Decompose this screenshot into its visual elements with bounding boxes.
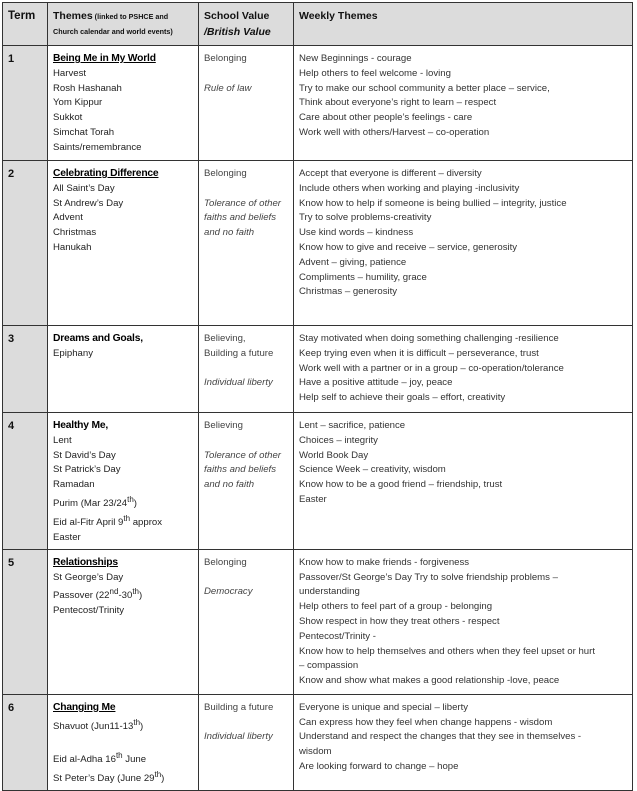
- term-number: 3: [3, 326, 48, 413]
- school-value: Believing,: [204, 333, 246, 344]
- table-row: [3, 549, 633, 694]
- weekly-item: Know how to be a good friend – friendship, trust: [299, 479, 503, 491]
- weekly-item: Passover/St George’s Day Try to solve friendship problems –: [299, 571, 558, 583]
- weekly-item: Easter: [299, 493, 327, 505]
- event-item: Harvest: [53, 67, 87, 79]
- weekly-item: World Book Day: [299, 449, 369, 461]
- event-item: Hanukah: [53, 241, 92, 253]
- header-row: [3, 3, 633, 46]
- event-item: St Peter’s Day (June 29th): [53, 770, 165, 785]
- theme-cell: [48, 161, 199, 326]
- theme-title: Being Me in My World: [53, 53, 156, 64]
- theme-cell: [48, 413, 199, 550]
- british-value: faiths and beliefs: [204, 464, 276, 476]
- event-item: Purim (Mar 23/24th): [53, 494, 137, 510]
- event-item: St George’s Day: [53, 571, 124, 583]
- event-item: St Andrew’s Day: [53, 197, 124, 209]
- british-value: Individual liberty: [204, 731, 273, 743]
- header-school-value: School Value /British Value: [199, 3, 294, 46]
- school-value: Belonging: [204, 53, 247, 64]
- event-item: Epiphany: [53, 347, 94, 359]
- weekly-item: Help others to feel welcome - loving: [299, 67, 451, 79]
- weekly-item: Help others to feel part of a group - belonging: [299, 601, 493, 613]
- weekly-cell: [294, 694, 633, 791]
- event-item: Ramadan: [53, 479, 95, 491]
- event-item: Rosh Hashanah: [53, 82, 122, 94]
- weekly-cell: [294, 413, 633, 550]
- weekly-item: Accept that everyone is different – diversity: [299, 168, 482, 179]
- weekly-item: Christmas – generosity: [299, 286, 398, 298]
- weekly-item: Help self to achieve their goals – effort, creativity: [299, 392, 506, 404]
- weekly-item: Think about everyone’s right to learn – respect: [299, 97, 497, 109]
- value-cell: [199, 46, 294, 161]
- event-item: Passover (22nd-30th): [53, 587, 143, 602]
- british-value: Democracy: [204, 586, 253, 598]
- theme-title: Celebrating Difference: [53, 168, 159, 179]
- event-item: Christmas: [53, 227, 97, 239]
- theme-title: Dreams and Goals,: [53, 333, 143, 344]
- weekly-item: Are looking forward to change – hope: [299, 760, 459, 772]
- event-item: Simchat Torah: [53, 126, 115, 138]
- weekly-item: Know how to help themselves and others when they feel upset or hurt: [299, 645, 595, 657]
- term-number: 2: [3, 161, 48, 326]
- theme-title: Healthy Me,: [53, 420, 109, 431]
- term-number: 6: [3, 694, 48, 791]
- weekly-item: Choices – integrity: [299, 434, 378, 446]
- event-item: Pentecost/Trinity: [53, 605, 125, 617]
- event-item: Saints/remembrance: [53, 141, 142, 153]
- weekly-item: Know how to give and receive – service, generosity: [299, 241, 518, 253]
- value-cell: [199, 161, 294, 326]
- value-cell: [199, 549, 294, 694]
- term-number: 5: [3, 549, 48, 694]
- value-cell: [199, 413, 294, 550]
- british-value: faiths and beliefs: [204, 212, 276, 224]
- british-value: Tolerance of other: [204, 197, 281, 209]
- school-value: Building a future: [204, 701, 274, 713]
- term-number: 1: [3, 46, 48, 161]
- weekly-item: Know how to make friends - forgiveness: [299, 556, 470, 568]
- theme-cell: [48, 326, 199, 413]
- weekly-item: Science Week – creativity, wisdom: [299, 464, 446, 476]
- school-value: Believing: [204, 420, 243, 431]
- weekly-item: – compassion: [299, 660, 359, 672]
- event-item: Advent: [53, 212, 83, 224]
- weekly-item: Try to solve problems-creativity: [299, 212, 432, 224]
- weekly-item: Care about other people’s feelings - care: [299, 112, 473, 124]
- event-item: Shavuot (Jun11-13th): [53, 717, 144, 732]
- weekly-item: Know and show what makes a good relationship -love, peace: [299, 675, 560, 687]
- event-item: Yom Kippur: [53, 97, 103, 109]
- value-cell: [199, 326, 294, 413]
- weekly-item: Try to make our school community a better place – service,: [299, 82, 550, 94]
- school-value: Belonging: [204, 556, 247, 568]
- british-value: and no faith: [204, 479, 255, 491]
- event-item: All Saint’s Day: [53, 182, 115, 194]
- header-term: Term: [3, 3, 48, 46]
- weekly-item: understanding: [299, 586, 360, 598]
- event-item: Easter: [53, 531, 81, 543]
- header-weekly-themes: Weekly Themes: [294, 3, 633, 46]
- weekly-item: Stay motivated when doing something challenging -resilience: [299, 333, 559, 344]
- british-value: Tolerance of other: [204, 449, 281, 461]
- value-cell: [199, 694, 294, 791]
- weekly-item: Pentecost/Trinity -: [299, 630, 376, 642]
- school-value: Belonging: [204, 168, 247, 179]
- weekly-item: Have a positive attitude – joy, peace: [299, 377, 453, 389]
- weekly-item: Work well with a partner or in a group – co-operation/tolerance: [299, 362, 564, 374]
- theme-cell: [48, 46, 199, 161]
- theme-cell: [48, 549, 199, 694]
- british-value: and no faith: [204, 227, 255, 239]
- weekly-item: Know how to help if someone is being bullied – integrity, justice: [299, 197, 567, 209]
- british-value: Individual liberty: [204, 377, 273, 389]
- term-number: 4: [3, 413, 48, 550]
- table-row: [3, 694, 633, 791]
- event-item: St Patrick’s Day: [53, 464, 121, 476]
- weekly-item: wisdom: [299, 746, 332, 758]
- weekly-item: Can express how they feel when change happens - wisdom: [299, 716, 553, 728]
- school-value: Building a future: [204, 347, 274, 359]
- table-row: [3, 413, 633, 550]
- event-item: Sukkot: [53, 112, 83, 124]
- weekly-item: Lent – sacrifice, patience: [299, 420, 406, 431]
- weekly-item: Compliments – humility, grace: [299, 271, 427, 283]
- weekly-item: Work well with others/Harvest – co-operation: [299, 126, 490, 138]
- table-row: [3, 46, 633, 161]
- weekly-cell: [294, 326, 633, 413]
- weekly-item: Include others when working and playing -inclusivity: [299, 182, 520, 194]
- event-item: Eid al-Adha 16th June: [53, 751, 147, 766]
- event-item: Eid al-Fitr April 9th approx: [53, 513, 163, 529]
- weekly-item: Use kind words – kindness: [299, 227, 414, 239]
- theme-title: Changing Me: [53, 701, 116, 713]
- weekly-item: Understand and respect the changes that they see in themselves -: [299, 731, 582, 743]
- weekly-item: Advent – giving, patience: [299, 256, 407, 268]
- theme-cell: [48, 694, 199, 791]
- table-row: [3, 161, 633, 326]
- themes-table: [2, 2, 633, 791]
- theme-title: Relationships: [53, 556, 118, 568]
- table-row: [3, 326, 633, 413]
- event-item: St David’s Day: [53, 449, 116, 461]
- weekly-item: Everyone is unique and special – liberty: [299, 701, 469, 713]
- weekly-item: New Beginnings - courage: [299, 53, 412, 64]
- british-value: Rule of law: [204, 82, 252, 94]
- header-themes: Themes (linked to PSHCE and Church calendar and world events): [48, 3, 199, 46]
- weekly-cell: [294, 549, 633, 694]
- weekly-cell: [294, 46, 633, 161]
- weekly-cell: [294, 161, 633, 326]
- weekly-item: Show respect in how they treat others - respect: [299, 615, 500, 627]
- event-item: Lent: [53, 434, 72, 446]
- weekly-item: Keep trying even when it is difficult – perseverance, trust: [299, 347, 539, 359]
